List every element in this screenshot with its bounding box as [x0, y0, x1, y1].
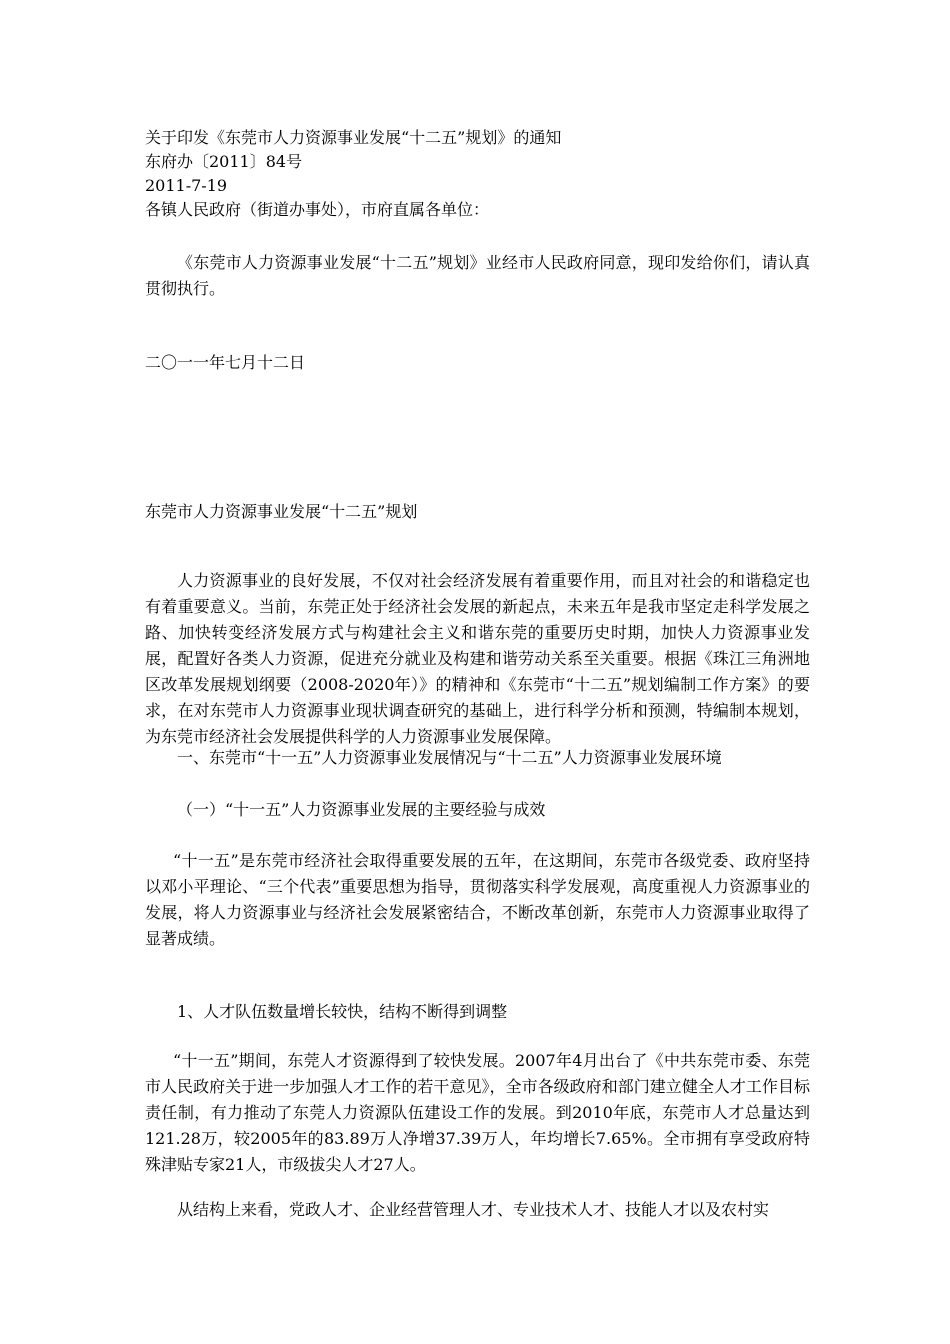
item-1-body: “十一五”期间，东莞人才资源得到了较快发展。2007年4月出台了《中共东莞市委、东莞市人民政府关于进一步加强人才工作的若干意见》，全市各级政府和部门建立健全人才工作目标责任制，有力推动了东莞人力资源队伍建设工作的发展。到2010年底，东莞市人才总量达到121.28万，较2005年的83.89万人净增37.39万人，年均增长7.65%。全市拥有享受政府特殊津贴专家21人，市级拔尖人才27人。: [145, 1051, 810, 1174]
document-number: 东府办〔2011〕84号: [145, 152, 303, 171]
signature-date: 二〇一一年七月十二日: [145, 353, 306, 372]
issue-date: 2011-7-19: [145, 176, 228, 195]
item-1-body-continued: 从结构上来看，党政人才、企业经营管理人才、专业技术人才、技能人才以及农村实: [177, 1200, 770, 1219]
plan-intro-paragraph: 人力资源事业的良好发展，不仅对社会经济发展有着重要作用，而且对社会的和谐稳定也有着重要意义。当前，东莞正处于经济社会发展的新起点，未来五年是我市坚定走科学发展之路、加快转变经济发展方式与构建社会主义和谐东莞的重要历史时期，加快人力资源事业发展，配置好各类人力资源，促进充分就业及构建和谐劳动关系至关重要。根据《珠江三角洲地区改革发展规划纲要（2008-2020年）》的精神和《东莞市“十二五”规划编制工作方案》的要求，在对东莞市人力资源事业现状调查研究的基础上，进行科学分析和预测，特编制本规划，为东莞市经济社会发展提供科学的人力资源事业发展保障。: [145, 571, 810, 746]
section-1-heading: 一、东莞市“十一五”人力资源事业发展情况与“十二五”人力资源事业发展环境: [177, 748, 722, 767]
item-1-heading: 1、人才队伍数量增长较快，结构不断得到调整: [177, 1002, 508, 1021]
subsection-1-heading: （一）“十一五”人力资源事业发展的主要经验与成效: [177, 800, 546, 819]
notice-body: 《东莞市人力资源事业发展“十二五”规划》业经市人民政府同意，现印发给你们，请认真贯彻执行。: [145, 253, 810, 298]
recipients: 各镇人民政府（街道办事处），市府直属各单位：: [145, 200, 490, 219]
plan-title: 东莞市人力资源事业发展“十二五”规划: [145, 502, 418, 521]
notice-title: 关于印发《东莞市人力资源事业发展“十二五”规划》的通知: [145, 128, 562, 147]
subsection-1-body: “十一五”是东莞市经济社会取得重要发展的五年，在这期间，东莞市各级党委、政府坚持以邓小平理论、“三个代表”重要思想为指导，贯彻落实科学发展观，高度重视人力资源事业的发展，将人力资源事业与经济社会发展紧密结合，不断改革创新，东莞市人力资源事业取得了显著成绩。: [145, 851, 810, 948]
